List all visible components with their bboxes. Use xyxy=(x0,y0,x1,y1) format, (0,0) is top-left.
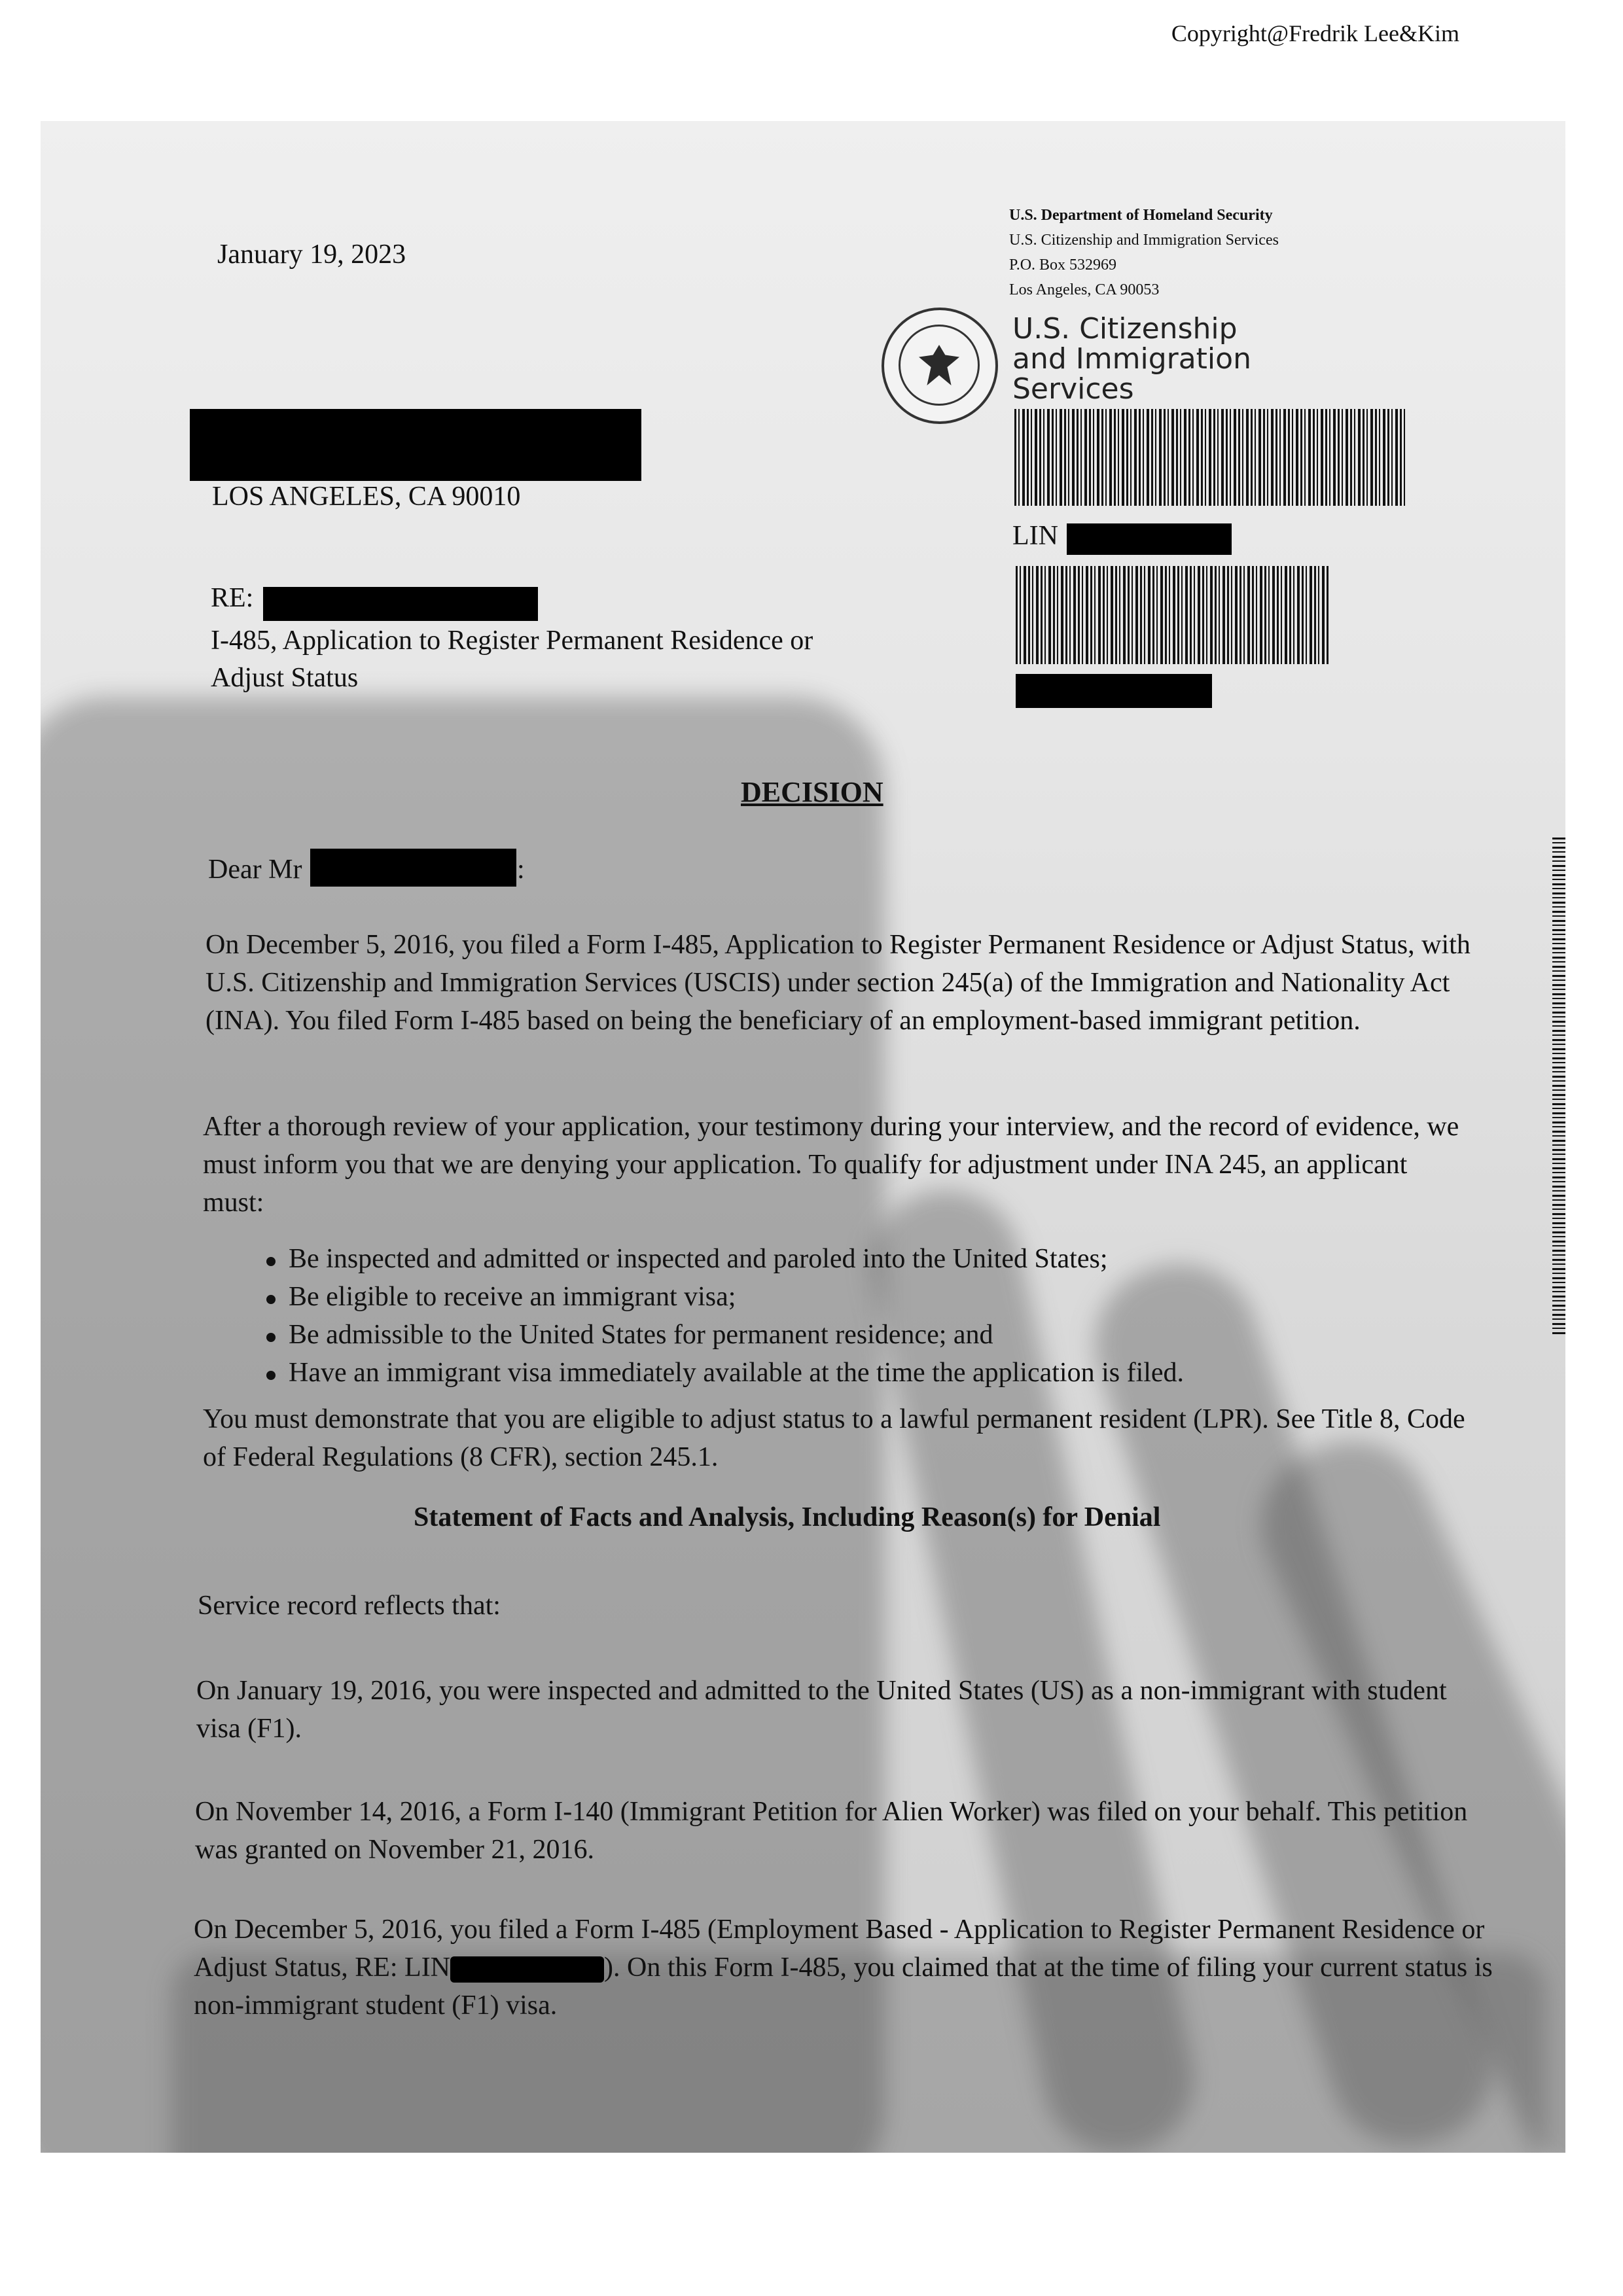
barcode-top xyxy=(1014,409,1407,506)
agency-name-line-1: U.S. Citizenship xyxy=(1012,312,1238,345)
redacted-name-address xyxy=(190,409,641,481)
agency-name-line-2: and Immigration xyxy=(1012,342,1251,376)
dhs-seal-icon xyxy=(882,308,998,424)
redacted-barcode-caption xyxy=(1016,674,1212,708)
agency-dept: U.S. Department of Homeland Security xyxy=(1009,207,1273,224)
agency-service: U.S. Citizenship and Immigration Services xyxy=(1009,232,1279,249)
receipt-prefix: LIN xyxy=(1012,521,1058,551)
barcode-bottom xyxy=(1016,566,1330,664)
re-label: RE: xyxy=(211,583,254,613)
requirement-item: Be admissible to the United States for permanent residence; and xyxy=(266,1316,1444,1354)
agency-name-line-3: Services xyxy=(1012,372,1134,406)
decision-paragraph-1: On December 5, 2016, you filed a Form I-485, Application to Register Permanent Residence or Adjust Status, with U.S. Citizenship and Immigration Services (USCIS) under section 245(a) of the Immigration and Nationality Act (INA). You filed Form I-485 based on being the beneficiary of an employment-based immigrant petition. xyxy=(205,930,1471,1036)
fact-3 xyxy=(194,1911,1496,2024)
side-barcode xyxy=(1552,838,1565,1335)
redacted-recipient-name xyxy=(310,849,516,887)
fact-3-part-a: On December 5, 2016, you filed a Form I-485 (Employment Based - Application to Register Permanent Residence or Adjust Status, RE: LIN xyxy=(194,1915,1485,1983)
letter-photo xyxy=(41,121,1565,2153)
salutation-suffix: : xyxy=(517,855,525,885)
requirement-item: Be eligible to receive an immigrant visa; xyxy=(266,1278,1444,1316)
decision-paragraph-3: You must demonstrate that you are eligible to adjust status to a lawful permanent resident (LPR). See Title 8, Code of Federal Regulations (8 CFR), section 245.1. xyxy=(203,1404,1465,1472)
agency-city: Los Angeles, CA 90053 xyxy=(1009,281,1160,298)
agency-po-box: P.O. Box 532969 xyxy=(1009,256,1117,274)
decision-heading: DECISION xyxy=(741,776,883,808)
letter-date: January 19, 2023 xyxy=(217,239,406,270)
redacted-lin-number xyxy=(450,1956,604,1983)
requirement-item: Be inspected and admitted or inspected and paroled into the United States; xyxy=(266,1240,1444,1278)
fact-1: On January 19, 2016, you were inspected and admitted to the United States (US) as a non-immigrant with student visa (F1). xyxy=(196,1676,1447,1744)
redacted-re-number xyxy=(263,587,538,621)
re-form-line-2: Adjust Status xyxy=(211,663,359,693)
requirements-list xyxy=(266,1240,1444,1392)
letter-city-line: LOS ANGELES, CA 90010 xyxy=(212,482,521,512)
salutation-prefix: Dear Mr xyxy=(208,855,302,885)
analysis-subheading: Statement of Facts and Analysis, Including Reason(s) for Denial xyxy=(414,1502,1161,1532)
service-record-intro: Service record reflects that: xyxy=(198,1591,501,1621)
fact-3-part-b: ). On this Form I-485, you claimed that at the time of filing your current status is non-immigrant student (F1) visa. xyxy=(194,1952,1493,2021)
fact-2: On November 14, 2016, a Form I-140 (Immigrant Petition for Alien Worker) was filed on your behalf. This petition was granted on November 21, 2016. xyxy=(195,1797,1468,1865)
copyright-notice: Copyright@Fredrik Lee&Kim xyxy=(1171,20,1459,46)
decision-paragraph-2: After a thorough review of your application, your testimony during your interview, and the record of evidence, we must inform you that we are denying your application. To qualify for adjustment under INA 245, an applicant must: xyxy=(203,1112,1459,1218)
re-form-line-1: I-485, Application to Register Permanent Residence or xyxy=(211,626,813,656)
redacted-receipt-number xyxy=(1067,523,1232,555)
requirement-item: Have an immigrant visa immediately available at the time the application is filed. xyxy=(266,1354,1444,1392)
